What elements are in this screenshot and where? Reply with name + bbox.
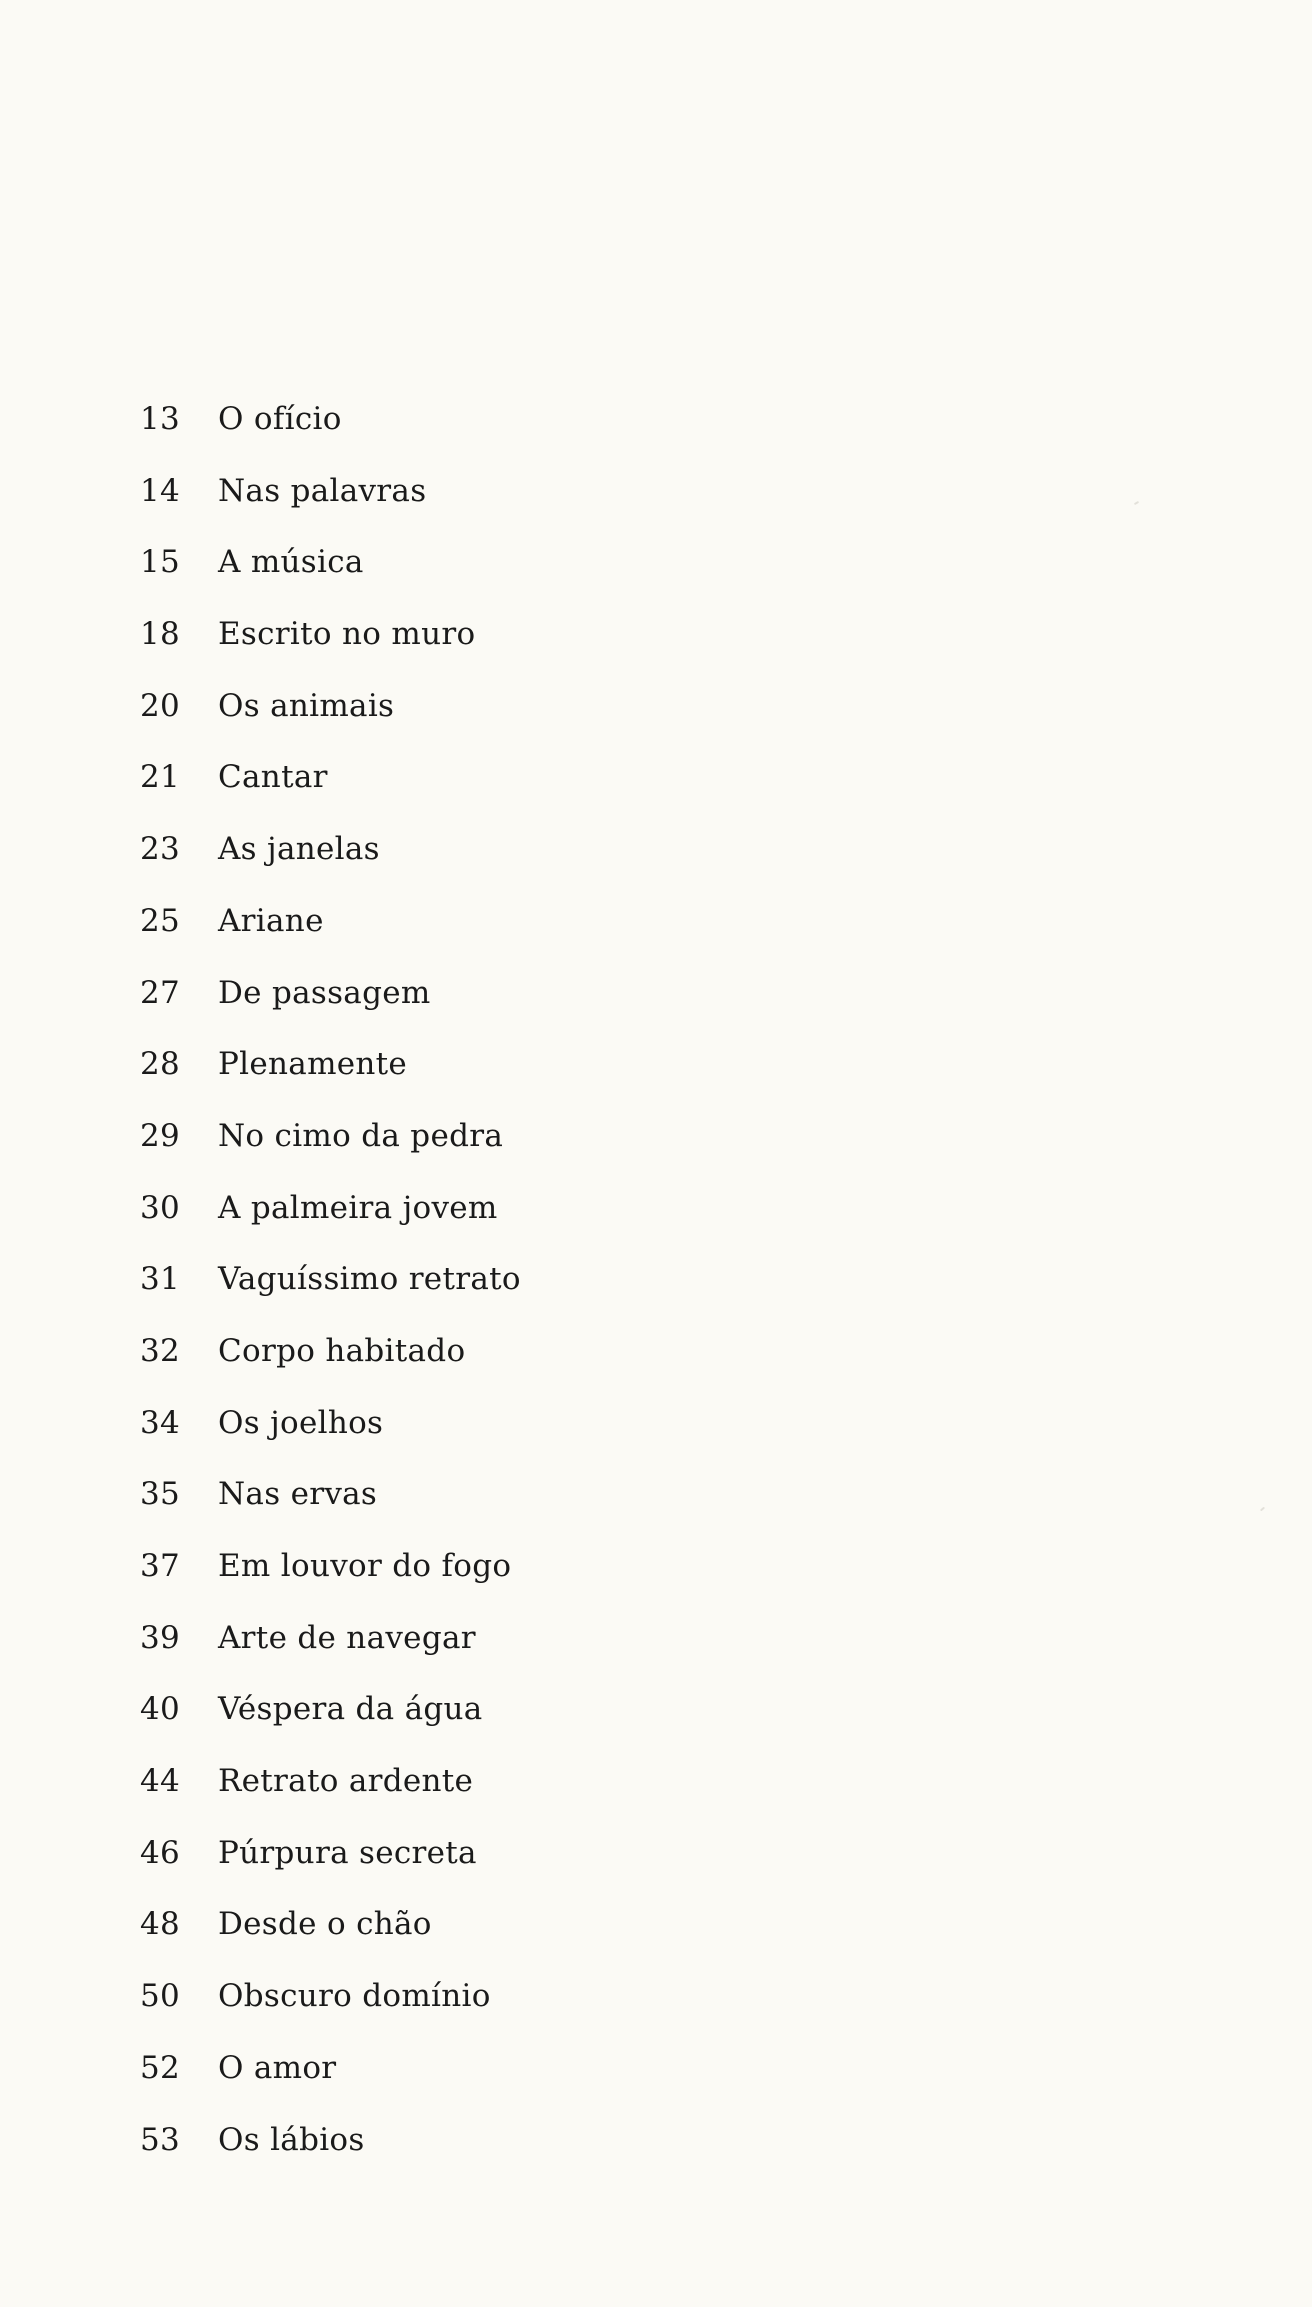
toc-title: As janelas: [218, 831, 380, 868]
toc-page-number: 50: [140, 1978, 181, 2015]
toc-title: Corpo habitado: [218, 1332, 466, 1369]
toc-entry: [140, 1834, 840, 1910]
toc-title: De passagem: [218, 974, 431, 1011]
toc-entry: [140, 1763, 840, 1838]
toc-title: A música: [218, 544, 364, 581]
toc-page-number: 23: [140, 831, 181, 868]
toc-title: Escrito no muro: [218, 616, 476, 653]
toc-page-number: 25: [140, 902, 181, 939]
toc-entry: [140, 687, 840, 763]
toc-page-number: 14: [140, 472, 181, 509]
toc-entry: [140, 1332, 840, 1408]
toc-page-number: 30: [140, 1189, 181, 1226]
toc-title: Nas palavras: [218, 472, 427, 509]
toc-page-number: 21: [140, 759, 181, 796]
toc-title: Véspera da água: [218, 1691, 483, 1728]
toc-entry: [140, 1404, 840, 1480]
toc-entry: [140, 831, 840, 906]
toc-entry: [140, 1476, 840, 1551]
toc-title: Arte de navegar: [218, 1619, 476, 1656]
toc-page-number: 32: [140, 1332, 181, 1369]
toc-entry: [140, 616, 840, 691]
toc-title: Os animais: [218, 687, 395, 724]
toc-entry: [140, 1691, 840, 1766]
toc-entry: [140, 1619, 840, 1695]
toc-entry: [140, 902, 840, 978]
toc-entry: [140, 974, 840, 1050]
toc-title: O ofício: [218, 401, 342, 437]
toc-entry: [140, 472, 840, 548]
toc-title: Os lábios: [218, 2121, 365, 2158]
toc-entry: [140, 2121, 840, 2197]
toc-entry: [140, 401, 840, 476]
toc-title: No cimo da pedra: [218, 1117, 504, 1154]
toc-title: A palmeira jovem: [218, 1189, 498, 1226]
toc-page-number: 29: [140, 1117, 181, 1154]
toc-entry: [140, 1261, 840, 1336]
toc-entry: [140, 1046, 840, 1121]
paper-speck: [1134, 501, 1139, 505]
toc-title: Ariane: [218, 902, 324, 939]
toc-page-number: 15: [140, 544, 181, 581]
toc-page-number: 40: [140, 1691, 181, 1728]
table-of-contents: [140, 401, 840, 2196]
toc-title: Vaguíssimo retrato: [218, 1261, 521, 1298]
toc-page-number: 35: [140, 1476, 181, 1513]
toc-title: Púrpura secreta: [218, 1834, 477, 1871]
toc-title: Cantar: [218, 759, 328, 796]
toc-page-number: 28: [140, 1046, 181, 1083]
toc-title: O amor: [218, 2049, 337, 2086]
toc-entry: [140, 1906, 840, 1981]
toc-title: Plenamente: [218, 1046, 408, 1083]
toc-page-number: 27: [140, 974, 181, 1011]
toc-page-number: 37: [140, 1548, 181, 1584]
toc-entry: [140, 544, 840, 619]
toc-entry: [140, 1978, 840, 2053]
toc-entry: [140, 1189, 840, 1265]
toc-title: Desde o chão: [218, 1906, 432, 1943]
toc-page-number: 52: [140, 2049, 181, 2086]
toc-page-number: 20: [140, 687, 181, 724]
toc-page-number: 46: [140, 1834, 181, 1871]
toc-entry: [140, 759, 840, 834]
toc-page-number: 53: [140, 2121, 181, 2158]
toc-page-number: 34: [140, 1404, 181, 1441]
paper-speck: [1260, 1507, 1265, 1512]
toc-title: Em louvor do fogo: [218, 1548, 512, 1584]
toc-entry: [140, 2049, 840, 2125]
toc-entry: [140, 1117, 840, 1193]
toc-page-number: 31: [140, 1261, 181, 1298]
toc-title: Retrato ardente: [218, 1763, 474, 1800]
toc-page-number: 18: [140, 616, 181, 653]
toc-page-number: 44: [140, 1763, 181, 1800]
toc-title: Nas ervas: [218, 1476, 378, 1513]
toc-page-number: 48: [140, 1906, 181, 1943]
toc-title: Obscuro domínio: [218, 1978, 491, 2015]
toc-page-number: 39: [140, 1619, 181, 1656]
toc-entry: [140, 1548, 840, 1623]
toc-title: Os joelhos: [218, 1404, 384, 1441]
toc-page-number: 13: [140, 401, 181, 437]
